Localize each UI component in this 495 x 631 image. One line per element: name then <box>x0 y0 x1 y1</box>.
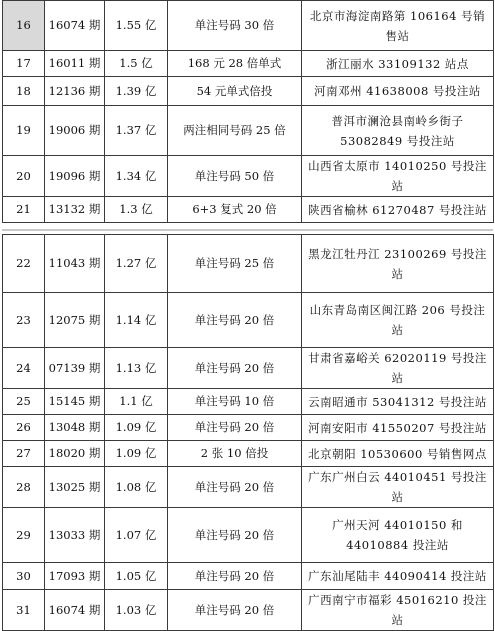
issue-cell: 17093 期 <box>45 563 105 590</box>
bet-type-cell: 两注相同号码 25 倍 <box>168 106 302 156</box>
rank-cell: 23 <box>3 293 45 348</box>
bet-type-cell: 单注号码 25 倍 <box>168 235 302 293</box>
rank-cell: 18 <box>3 77 45 106</box>
amount-cell: 1.27 亿 <box>105 235 168 293</box>
bet-type-cell: 54 元单式倍投 <box>168 77 302 106</box>
station-cell: 云南昭通市 53041312 号投注站 <box>302 389 494 415</box>
rank-cell: 20 <box>3 156 45 197</box>
rank-cell: 17 <box>3 51 45 77</box>
amount-cell: 1.39 亿 <box>105 77 168 106</box>
table-body-bottom <box>3 235 494 631</box>
amount-cell: 1.09 亿 <box>105 441 168 467</box>
amount-cell: 1.5 亿 <box>105 51 168 77</box>
issue-cell: 19096 期 <box>45 156 105 197</box>
amount-cell: 1.05 亿 <box>105 563 168 590</box>
table-row <box>3 508 494 563</box>
rank-cell: 19 <box>3 106 45 156</box>
amount-cell: 1.55 亿 <box>105 1 168 51</box>
station-cell: 广东广州白云 44010451 号投注站 <box>302 467 494 508</box>
rank-cell: 25 <box>3 389 45 415</box>
rank-cell: 22 <box>3 235 45 293</box>
rank-cell: 29 <box>3 508 45 563</box>
issue-cell: 16074 期 <box>45 590 105 631</box>
table-row <box>3 348 494 389</box>
issue-cell: 12136 期 <box>45 77 105 106</box>
issue-cell: 16011 期 <box>45 51 105 77</box>
table-row <box>3 293 494 348</box>
rank-cell: 31 <box>3 590 45 631</box>
station-cell: 陕西省榆林 61270487 号投注站 <box>302 197 494 223</box>
rank-cell: 26 <box>3 415 45 441</box>
station-cell: 山西省太原市 14010250 号投注站 <box>302 156 494 197</box>
rank-cell: 30 <box>3 563 45 590</box>
rank-cell: 28 <box>3 467 45 508</box>
bet-type-cell: 单注号码 30 倍 <box>168 1 302 51</box>
bet-type-cell: 单注号码 20 倍 <box>168 563 302 590</box>
issue-cell: 13048 期 <box>45 415 105 441</box>
amount-cell: 1.09 亿 <box>105 415 168 441</box>
station-cell: 广州天河 44010150 和 44010884 投注站 <box>302 508 494 563</box>
issue-cell: 13132 期 <box>45 197 105 223</box>
rank-cell: 21 <box>3 197 45 223</box>
bet-type-cell: 单注号码 20 倍 <box>168 348 302 389</box>
station-cell: 普洱市澜沧县南岭乡街子 53082849 号投注站 <box>302 106 494 156</box>
lottery-table-top <box>2 0 494 223</box>
issue-cell: 18020 期 <box>45 441 105 467</box>
table-row <box>3 441 494 467</box>
table-row <box>3 415 494 441</box>
table-row <box>3 197 494 223</box>
bet-type-cell: 单注号码 20 倍 <box>168 293 302 348</box>
station-cell: 广西南宁市福彩 45016210 投注站 <box>302 590 494 631</box>
rank-cell: 24 <box>3 348 45 389</box>
table-body-top <box>3 1 494 223</box>
page-break-line <box>2 229 493 231</box>
bet-type-cell: 单注号码 20 倍 <box>168 508 302 563</box>
table-row <box>3 590 494 631</box>
issue-cell: 13025 期 <box>45 467 105 508</box>
station-cell: 黑龙江牡丹江 23100269 号投注站 <box>302 235 494 293</box>
issue-cell: 13033 期 <box>45 508 105 563</box>
issue-cell: 07139 期 <box>45 348 105 389</box>
table-row <box>3 235 494 293</box>
table-row <box>3 156 494 197</box>
station-cell: 河南安阳市 41550207 号投注站 <box>302 415 494 441</box>
table-row <box>3 106 494 156</box>
issue-cell: 12075 期 <box>45 293 105 348</box>
amount-cell: 1.3 亿 <box>105 197 168 223</box>
bet-type-cell: 单注号码 10 倍 <box>168 389 302 415</box>
table-row <box>3 51 494 77</box>
amount-cell: 1.1 亿 <box>105 389 168 415</box>
amount-cell: 1.34 亿 <box>105 156 168 197</box>
issue-cell: 11043 期 <box>45 235 105 293</box>
amount-cell: 1.03 亿 <box>105 590 168 631</box>
bet-type-cell: 单注号码 20 倍 <box>168 467 302 508</box>
rank-cell: 16 <box>3 1 45 51</box>
amount-cell: 1.14 亿 <box>105 293 168 348</box>
station-cell: 广东汕尾陆丰 44090414 投注站 <box>302 563 494 590</box>
amount-cell: 1.08 亿 <box>105 467 168 508</box>
table-row <box>3 77 494 106</box>
issue-cell: 19006 期 <box>45 106 105 156</box>
rank-cell: 27 <box>3 441 45 467</box>
issue-cell: 16074 期 <box>45 1 105 51</box>
bet-type-cell: 6+3 复式 20 倍 <box>168 197 302 223</box>
table-row <box>3 563 494 590</box>
amount-cell: 1.37 亿 <box>105 106 168 156</box>
table-row <box>3 467 494 508</box>
bet-type-cell: 单注号码 20 倍 <box>168 415 302 441</box>
station-cell: 北京朝阳 10530600 号销售网点 <box>302 441 494 467</box>
issue-cell: 15145 期 <box>45 389 105 415</box>
lottery-table-bottom <box>2 234 494 631</box>
bet-type-cell: 2 张 10 倍投 <box>168 441 302 467</box>
station-cell: 河南邓州 41638008 号投注站 <box>302 77 494 106</box>
bet-type-cell: 单注号码 20 倍 <box>168 590 302 631</box>
amount-cell: 1.07 亿 <box>105 508 168 563</box>
station-cell: 山东青岛南区闽江路 206 号投注站 <box>302 293 494 348</box>
table-row <box>3 1 494 51</box>
station-cell: 甘肃省嘉峪关 62020119 号投注站 <box>302 348 494 389</box>
bet-type-cell: 168 元 28 倍单式 <box>168 51 302 77</box>
table-row <box>3 389 494 415</box>
station-cell: 北京市海淀南路第 106164 号销售站 <box>302 1 494 51</box>
amount-cell: 1.13 亿 <box>105 348 168 389</box>
bet-type-cell: 单注号码 50 倍 <box>168 156 302 197</box>
station-cell: 浙江丽水 33109132 站点 <box>302 51 494 77</box>
